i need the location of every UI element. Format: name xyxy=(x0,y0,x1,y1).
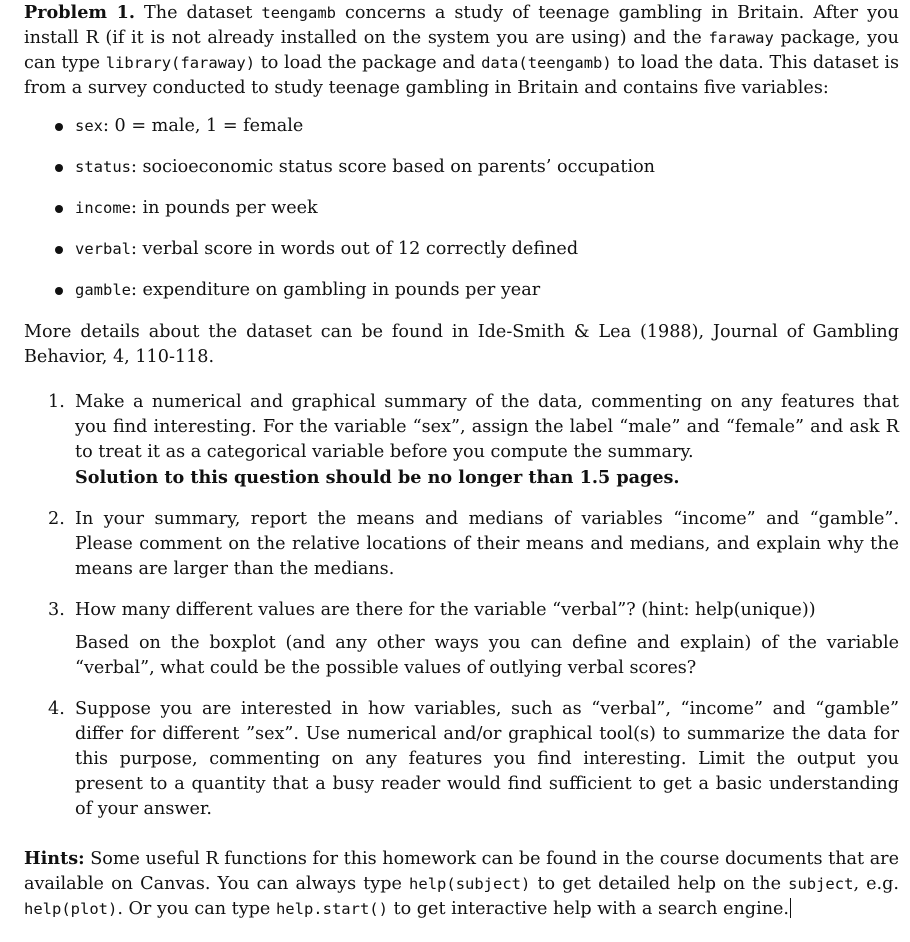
inline-code: data(teengamb) xyxy=(481,54,612,72)
question-text: Make a numerical and graphical summary of the data, commenting on any features that you find interesting. For the variable “sex”, assign the label “male” and “female” and ask R to treat it as a categorical variable before you compute the summary. xyxy=(75,392,899,462)
variable-desc: 0 = male, 1 = female xyxy=(114,116,304,136)
text-run: to load the package and xyxy=(255,53,482,73)
bullet-icon xyxy=(55,123,63,131)
variable-name: sex xyxy=(75,117,103,135)
hints-text xyxy=(24,849,899,919)
text-run: . Or you can type xyxy=(117,899,276,919)
question-text: How many different values are there for the variable “verbal”? (hint: help(unique)) xyxy=(75,600,816,620)
variable-desc: socioeconomic status score based on parents’ occupation xyxy=(142,157,656,177)
text-run: Some useful R functions for this homework can be found in the course documents that are available on Canvas. You can always type xyxy=(24,849,899,894)
text-run: , e.g. xyxy=(853,874,900,894)
text-run: package, you can type xyxy=(24,28,899,73)
question-item xyxy=(24,390,899,491)
variable-desc: in pounds per week xyxy=(142,198,318,218)
intro-text xyxy=(24,3,899,98)
bullet-icon xyxy=(55,246,63,254)
hints-label: Hints: xyxy=(24,848,85,869)
inline-code: teengamb xyxy=(261,4,337,22)
question-number: 4. xyxy=(48,699,65,719)
variable-desc: verbal score in words out of 12 correctly defined xyxy=(142,239,579,259)
bullet-icon xyxy=(55,287,63,295)
question-note: Solution to this question should be no longer than 1.5 pages. xyxy=(75,467,680,488)
list-item: income: in pounds per week xyxy=(24,196,899,237)
variable-name: verbal xyxy=(75,240,131,258)
hints-paragraph xyxy=(24,846,899,922)
inline-code: library(faraway) xyxy=(105,54,256,72)
text-run: to get interactive help with a search engine. xyxy=(387,899,790,919)
problem-intro xyxy=(24,0,899,101)
list-item: verbal: verbal score in words out of 12 correctly defined xyxy=(24,237,899,278)
variable-desc: expenditure on gambling in pounds per year xyxy=(142,280,541,300)
problem-heading: Problem 1. xyxy=(24,2,135,23)
list-item: status: socioeconomic status score based on parents’ occupation xyxy=(24,155,899,196)
inline-code: help.start() xyxy=(275,900,388,918)
question-item xyxy=(24,507,899,582)
list-item: sex: 0 = male, 1 = female xyxy=(24,114,899,155)
bullet-icon xyxy=(55,164,63,172)
bullet-icon xyxy=(55,205,63,213)
text-run: to get detailed help on the xyxy=(530,874,789,894)
question-number: 1. xyxy=(48,392,65,412)
list-item: gamble: expenditure on gambling in pounds per year xyxy=(24,278,899,319)
question-item xyxy=(24,598,899,681)
text-run: concerns a study of teenage gambling in Britain. After you install R (if it is not already installed on the system you are using) and the xyxy=(24,3,899,48)
question-item xyxy=(24,697,899,822)
variable-list xyxy=(24,114,899,319)
inline-code: help(plot) xyxy=(24,900,118,918)
text-run: The dataset xyxy=(134,3,262,23)
question-list xyxy=(24,390,899,822)
variable-name: income xyxy=(75,199,131,217)
text-cursor xyxy=(790,898,791,918)
variable-name: status xyxy=(75,158,131,176)
inline-code: faraway xyxy=(708,29,774,47)
question-text: In your summary, report the means and medians of variables “income” and “gamble”. Please comment on the relative locations of their means and medians, and explain why the means are larger than the medians. xyxy=(75,509,899,579)
inline-code: help(subject) xyxy=(409,875,531,893)
text-run: to load the data. This dataset is from a survey conducted to study teenage gambling in Britain and contains five variables: xyxy=(24,53,900,98)
variable-name: gamble xyxy=(75,281,131,299)
question-number: 2. xyxy=(48,509,65,529)
question-number: 3. xyxy=(48,600,65,620)
document-page xyxy=(24,0,899,922)
question-text-followup: Based on the boxplot (and any other ways you can define and explain) of the variable “verbal”, what could be the possible values of outlying verbal scores? xyxy=(75,633,899,678)
inline-code: subject xyxy=(788,875,854,893)
question-text: Suppose you are interested in how variables, such as “verbal”, “income” and “gamble” differ for different ”sex”. Use numerical and/or graphical tool(s) to summarize the data for this purpose, commenting on any features you find interesting. Limit the output you present to a quantity that a busy reader would find sufficient to get a basic understanding of your answer. xyxy=(75,699,899,819)
dataset-details: More details about the dataset can be found in Ide-Smith & Lea (1988), Journal of Gambling Behavior, 4, 110-118. xyxy=(24,322,899,367)
